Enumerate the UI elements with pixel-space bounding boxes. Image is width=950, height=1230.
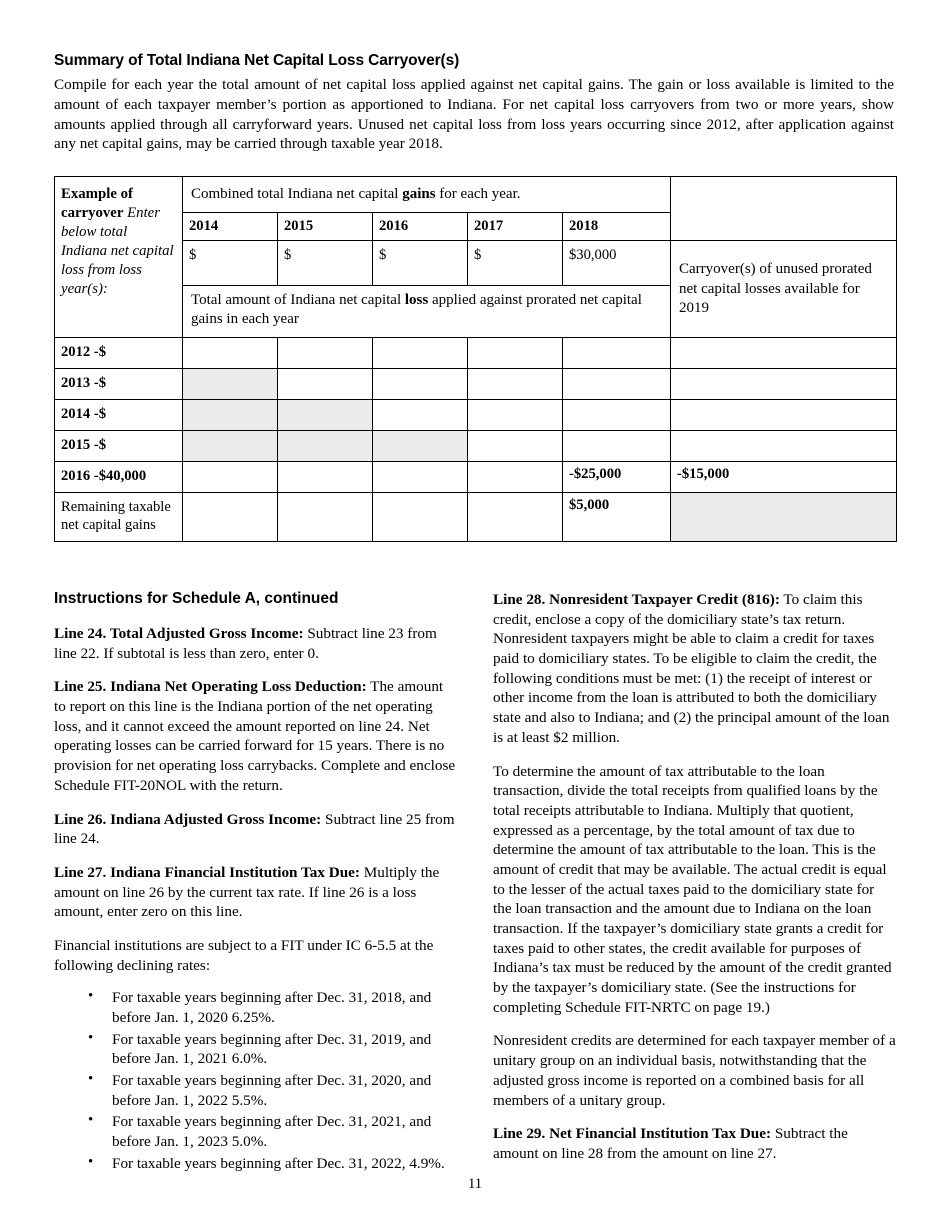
line-25-text: The amount to report on this line is the Indiana portion of the net operating loss, and it cannot exceed the amount reported on line 24. Net operating losses can be carried forward for 15 years. There is no provision for net operating loss carrybacks. Complete and enclose Schedule FIT-20NOL with the return. bbox=[54, 678, 456, 794]
row-2012-cell-2014[interactable] bbox=[183, 338, 278, 369]
remaining-carryover bbox=[671, 493, 897, 542]
line-28-label: Line 28. Nonresident Taxpayer Credit (816): bbox=[493, 591, 780, 608]
loss-span-post: applied against prorated net capital gains in each year bbox=[191, 292, 642, 328]
row-2014-cell-2016[interactable] bbox=[373, 400, 468, 431]
line-29-label: Line 29. Net Financial Institution Tax Due: bbox=[493, 1125, 772, 1143]
row-2013-cell-2014 bbox=[183, 369, 278, 400]
carryover-table bbox=[54, 176, 897, 542]
row-2014-cell-2014 bbox=[183, 400, 278, 431]
instructions-columns bbox=[54, 590, 896, 1178]
combined-gains-header bbox=[183, 177, 671, 213]
page-title: Summary of Total Indiana Net Capital Loss Carryover(s) bbox=[54, 52, 460, 69]
example-label-italic: Enter below total Indiana net capital loss from loss year(s): bbox=[61, 204, 174, 297]
loss-applied-header bbox=[183, 286, 671, 338]
remaining-cell-2017[interactable] bbox=[468, 493, 563, 542]
year-header-2017: 2017 bbox=[468, 213, 563, 241]
gains-header-pre: Combined total Indiana net capital bbox=[191, 186, 403, 202]
line-24-text: Subtract line 23 from line 22. If subtotal is less than zero, enter 0. bbox=[54, 625, 437, 662]
year-header-2018: 2018 bbox=[563, 213, 671, 241]
determine-tax-paragraph: To determine the amount of tax attributable to the loan transaction, divide the total receipts from qualified loans by the total receipts attributable to Indiana. Multiply that quotient, expressed as a percentage, by the total amount of tax due to determine the amount of tax attributable to the loan. This is the amount of credit that may be available. The actual credit is equal to the lesser of the actual taxes paid to the domiciliary state for the loan transaction and the amount due to Indiana on the loan transaction. If the taxpayer’s domiciliary state grants a credit for taxes paid to other states, the credit available for purposes of Indiana’s tax must be reduced by the amount of the credit granted by the taxpayer’s domiciliary state. (See the instructions for completing Schedule FIT-NRTC on page 19.) bbox=[493, 762, 892, 1016]
carryover-note-cell: Carryover(s) of unused prorated net capital losses available for 2019 bbox=[671, 241, 897, 338]
line-26-label: Line 26. Indiana Adjusted Gross Income: bbox=[54, 810, 322, 828]
row-2015-cell-2018[interactable] bbox=[563, 431, 671, 462]
page-number: 11 bbox=[467, 1176, 483, 1192]
row-2015-carryover[interactable] bbox=[671, 431, 897, 462]
row-2012-carryover[interactable] bbox=[671, 338, 897, 369]
row-label-remaining-gains: Remaining taxable net capital gains bbox=[55, 493, 183, 542]
row-2013-cell-2015[interactable] bbox=[278, 369, 373, 400]
rates-intro-paragraph: Financial institutions are subject to a FIT under IC 6-5.5 at the following declining rates: bbox=[54, 936, 434, 974]
row-2012-cell-2017[interactable] bbox=[468, 338, 563, 369]
line-29-text: Subtract the amount on line 28 from the amount on line 27. bbox=[493, 1125, 848, 1162]
line-28-paragraph bbox=[493, 590, 896, 748]
row-label-2014: 2014 -$ bbox=[55, 400, 183, 431]
loss-span-bold: loss bbox=[404, 292, 429, 308]
row-2013-cell-2018[interactable] bbox=[563, 369, 671, 400]
row-2015-cell-2017[interactable] bbox=[468, 431, 563, 462]
line-24-paragraph bbox=[54, 624, 457, 663]
row-2016-cell-2014[interactable] bbox=[183, 462, 278, 493]
gains-cell-2016[interactable]: $ bbox=[373, 241, 468, 286]
line-27-paragraph bbox=[54, 863, 457, 922]
table-row bbox=[55, 462, 897, 493]
list-item: • For taxable years beginning after Dec. 31, 2019, and before Jan. 1, 2021 6.0%. bbox=[88, 1030, 457, 1069]
table-row bbox=[55, 338, 897, 369]
row-2016-carryover[interactable]: -$15,000 bbox=[671, 462, 897, 493]
gains-cell-2018[interactable]: $30,000 bbox=[563, 241, 671, 286]
line-26-text: Subtract line 25 from line 24. bbox=[54, 810, 455, 848]
example-of-carryover-label bbox=[55, 177, 183, 338]
line-28-text: To claim this credit, enclose a copy of the domiciliary state’s tax return. Nonresident taxpayers might be able to claim a credit for taxes paid to domiciliary states. To be eligible to claim the credit, the following conditions must be met: (1) the receipt of interest or other income from the loan is attributed to both the domiciliary state and also to Indiana; and (2) the principal amount of the loan is at least $2 million. bbox=[493, 591, 890, 746]
row-2012-cell-2016[interactable] bbox=[373, 338, 468, 369]
row-2013-cell-2016[interactable] bbox=[373, 369, 468, 400]
row-2013-carryover[interactable] bbox=[671, 369, 897, 400]
remaining-cell-2018[interactable]: $5,000 bbox=[563, 493, 671, 542]
row-label-2013: 2013 -$ bbox=[55, 369, 183, 400]
remaining-cell-2016[interactable] bbox=[373, 493, 468, 542]
instructions-heading: Instructions for Schedule A, continued bbox=[54, 590, 339, 607]
row-label-2015: 2015 -$ bbox=[55, 431, 183, 462]
table-row bbox=[55, 177, 897, 213]
row-2014-carryover[interactable] bbox=[671, 400, 897, 431]
list-item: • For taxable years beginning after Dec. 31, 2021, and before Jan. 1, 2023 5.0%. bbox=[88, 1112, 457, 1151]
table-row bbox=[55, 431, 897, 462]
gains-cell-2015[interactable]: $ bbox=[278, 241, 373, 286]
gains-header-post: for each year. bbox=[435, 186, 521, 202]
loss-span-pre: Total amount of Indiana net capital bbox=[191, 292, 405, 308]
right-column bbox=[493, 590, 896, 1178]
intro-paragraph: Compile for each year the total amount of net capital loss applied against net capital gains. The gain or loss available is limited to the amount of each taxpayer member’s portion as apportioned to Indiana. For net capital loss carryovers from two or more years, show amounts applied through all carryforward years. Unused net capital loss from loss years occurring since 2012, after application against any net capital gains, may be carried through taxable year 2018. bbox=[54, 76, 894, 153]
year-header-2014: 2014 bbox=[183, 213, 278, 241]
year-header-2015: 2015 bbox=[278, 213, 373, 241]
row-2012-cell-2018[interactable] bbox=[563, 338, 671, 369]
row-2015-cell-2014 bbox=[183, 431, 278, 462]
year-header-2016: 2016 bbox=[373, 213, 468, 241]
line-24-label: Line 24. Total Adjusted Gross Income: bbox=[54, 625, 304, 642]
row-label-2012: 2012 -$ bbox=[55, 338, 183, 369]
gains-header-bold: gains bbox=[402, 186, 436, 202]
line-27-label: Line 27. Indiana Financial Institution Tax Due: bbox=[54, 863, 360, 881]
tax-rate-list bbox=[54, 988, 457, 1173]
row-2013-cell-2017[interactable] bbox=[468, 369, 563, 400]
row-2016-cell-2018[interactable]: -$25,000 bbox=[563, 462, 671, 493]
row-2012-cell-2015[interactable] bbox=[278, 338, 373, 369]
left-column bbox=[54, 590, 457, 1178]
row-2014-cell-2018[interactable] bbox=[563, 400, 671, 431]
table-row bbox=[55, 400, 897, 431]
table-row bbox=[55, 493, 897, 542]
row-2016-cell-2015[interactable] bbox=[278, 462, 373, 493]
row-2015-cell-2016 bbox=[373, 431, 468, 462]
row-2015-cell-2015 bbox=[278, 431, 373, 462]
line-25-paragraph bbox=[54, 677, 457, 795]
line-29-paragraph bbox=[493, 1124, 896, 1163]
example-label-bold: Example of carryover bbox=[61, 186, 133, 221]
line-26-paragraph bbox=[54, 810, 457, 849]
gains-cell-2014[interactable]: $ bbox=[183, 241, 278, 286]
carryover-table-wrap bbox=[54, 176, 896, 542]
line-25-label: Line 25. Indiana Net Operating Loss Deduction: bbox=[54, 678, 367, 696]
row-2014-cell-2017[interactable] bbox=[468, 400, 563, 431]
list-item: • For taxable years beginning after Dec. 31, 2022, 4.9%. bbox=[88, 1154, 457, 1174]
remaining-cell-2015[interactable] bbox=[278, 493, 373, 542]
row-2014-cell-2015 bbox=[278, 400, 373, 431]
row-2016-cell-2016[interactable] bbox=[373, 462, 468, 493]
gains-cell-2017[interactable]: $ bbox=[468, 241, 563, 286]
line-27-text: Multiply the amount on line 26 by the current tax rate. If line 26 is a loss amount, enter zero on this line. bbox=[54, 863, 440, 921]
list-item: • For taxable years beginning after Dec. 31, 2018, and before Jan. 1, 2020 6.25%. bbox=[88, 988, 457, 1027]
remaining-cell-2014[interactable] bbox=[183, 493, 278, 542]
nonresident-credits-paragraph: Nonresident credits are determined for each taxpayer member of a unitary group on an individual basis, notwithstanding that the adjusted gross income is reported on a combined basis for all members of a unitary group. bbox=[493, 1032, 896, 1109]
top-right-empty-cell bbox=[671, 177, 897, 241]
row-2016-cell-2017[interactable] bbox=[468, 462, 563, 493]
list-item: • For taxable years beginning after Dec. 31, 2020, and before Jan. 1, 2022 5.5%. bbox=[88, 1071, 457, 1110]
row-label-2016: 2016 -$40,000 bbox=[55, 462, 183, 493]
table-row bbox=[55, 369, 897, 400]
